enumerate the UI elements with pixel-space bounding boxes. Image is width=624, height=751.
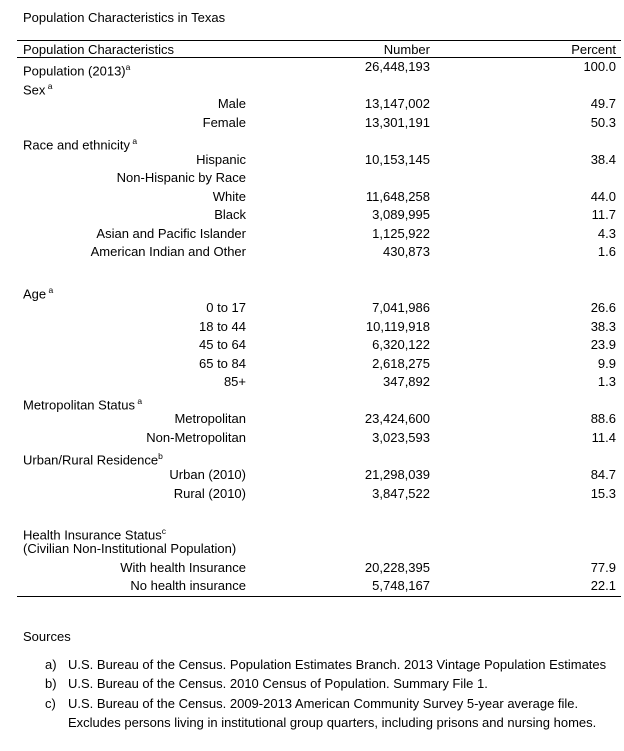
row-number: 20,228,395: [364, 559, 430, 575]
row-label-text: Urban/Rural Residence: [23, 452, 159, 468]
footnote-marker: a: [45, 80, 53, 91]
footnote-marker: a: [129, 136, 138, 147]
row-number: 3,023,593: [372, 429, 430, 445]
row-label: 45 to 64: [199, 337, 246, 353]
row-label-text: Metropolitan Status: [23, 397, 136, 413]
row-percent: 11.7: [591, 207, 616, 223]
row-number: 3,847,522: [372, 485, 430, 501]
row-percent: [433, 169, 621, 188]
table-row: [17, 114, 621, 133]
row-percent: [433, 281, 621, 300]
table-row: [17, 447, 621, 466]
row-number: 347,892: [383, 374, 430, 390]
row-label: [17, 392, 249, 411]
row-label-text: Race and ethnicity: [23, 137, 130, 153]
table-row-blank: [17, 503, 621, 522]
table-row: [17, 522, 621, 541]
row-percent: 100.0: [583, 59, 616, 74]
source-item-label: a): [45, 657, 57, 672]
table-row: [17, 577, 621, 596]
row-label: Male: [217, 96, 246, 112]
column-header-percent: Percent: [571, 41, 616, 57]
row-percent: 26.6: [590, 300, 616, 316]
row-label: No health insurance: [130, 578, 246, 594]
table-row: [17, 559, 621, 578]
row-label: 65 to 84: [199, 355, 246, 371]
row-percent: 44.0: [590, 188, 616, 204]
page-title: Population Characteristics in Texas: [23, 10, 226, 25]
footnote-marker: a: [135, 395, 143, 406]
row-percent: 1.6: [597, 244, 616, 260]
row-percent: 9.9: [597, 355, 616, 371]
row-percent: 84.7: [590, 467, 616, 483]
row-number: [249, 540, 433, 559]
row-label-text: Sex: [23, 81, 46, 97]
row-label-text: Age: [23, 285, 47, 301]
row-percent: 11.4: [591, 429, 616, 445]
row-number: 26,448,193: [364, 59, 430, 74]
row-number: 5,748,167: [372, 578, 430, 594]
table-row: [17, 299, 621, 318]
row-percent: [433, 540, 621, 559]
row-percent: [433, 447, 621, 466]
footnote-marker: c: [161, 525, 166, 536]
row-label-text: Population (2013): [23, 63, 126, 79]
row-percent: [433, 77, 621, 96]
table-row: [17, 355, 621, 374]
row-number: 430,873: [383, 244, 430, 260]
row-percent: 49.7: [590, 96, 616, 112]
row-number: 10,119,918: [365, 318, 430, 334]
row-label: [17, 58, 249, 77]
footnote-marker: a: [125, 62, 131, 72]
row-label: [17, 540, 249, 559]
row-percent: 38.3: [590, 318, 616, 334]
table-row: [17, 188, 621, 207]
row-number: 10,153,145: [364, 151, 430, 167]
column-header-characteristics: Population Characteristics: [23, 41, 175, 57]
row-label: 85+: [223, 374, 246, 390]
population-characteristics-table: [17, 40, 621, 597]
row-number: [249, 392, 433, 411]
row-number: 13,147,002: [364, 96, 430, 112]
row-number: 2,618,275: [372, 355, 430, 371]
row-percent: 38.4: [590, 151, 616, 167]
row-label-text: (Civilian Non-Institutional Population): [23, 541, 237, 557]
source-item-text: U.S. Bureau of the Census. 2010 Census of Population. Summary File 1.: [68, 676, 488, 692]
sources-heading: Sources: [23, 629, 71, 644]
source-item-label: b): [45, 676, 57, 692]
row-label: [17, 132, 249, 151]
table-row: [17, 95, 621, 114]
row-number: 11,648,258: [365, 188, 430, 204]
row-label: Black: [214, 207, 246, 223]
column-header-number: Number: [383, 41, 430, 57]
row-label: Rural (2010): [173, 485, 246, 501]
source-item-text: U.S. Bureau of the Census. 2009-2013 American Community Survey 5-year average file. Excludes persons living in institutional group quarters, including prisons and nursing homes.: [68, 695, 597, 731]
row-percent: [433, 522, 621, 541]
source-item: [23, 674, 615, 693]
row-number: [249, 169, 433, 188]
table-row: [17, 206, 621, 225]
table-row: [17, 392, 621, 411]
row-label: [17, 281, 249, 300]
row-label: American Indian and Other: [90, 244, 246, 260]
row-label: [17, 522, 249, 541]
row-label: Non-Hispanic by Race: [116, 170, 246, 186]
row-label: With health Insurance: [120, 559, 246, 575]
table-row: [17, 429, 621, 448]
row-label: Asian and Pacific Islander: [96, 225, 246, 241]
row-number: [249, 522, 433, 541]
row-number: 6,320,122: [372, 337, 430, 353]
row-label: Non-Metropolitan: [146, 429, 246, 445]
row-number: [249, 77, 433, 96]
row-number: 1,125,922: [372, 225, 430, 241]
row-percent: 15.3: [590, 485, 616, 501]
row-label-text: Health Insurance Status: [23, 527, 162, 542]
sources-list: [23, 655, 615, 733]
footnote-marker: a: [46, 284, 54, 295]
row-label: 0 to 17: [206, 300, 246, 316]
row-number: 13,301,191: [364, 114, 430, 130]
table-header-row: [17, 41, 621, 58]
table-row: [17, 410, 621, 429]
table-row: [17, 77, 621, 96]
table-row: [17, 281, 621, 300]
row-percent: 50.3: [590, 114, 616, 130]
table-row: [17, 132, 621, 151]
table-row: [17, 336, 621, 355]
row-label: 18 to 44: [199, 318, 246, 334]
table-row: [17, 466, 621, 485]
row-number: [249, 132, 433, 151]
row-percent: [433, 132, 621, 151]
row-label: Urban (2010): [169, 467, 246, 483]
table-row: [17, 169, 621, 188]
row-label: Female: [202, 114, 246, 130]
source-item-label: c): [45, 695, 56, 711]
row-percent: 23.9: [590, 337, 616, 353]
row-label: [17, 447, 249, 466]
row-label: White: [212, 188, 246, 204]
row-number: 21,298,039: [364, 467, 430, 483]
table-row: [17, 485, 621, 504]
table-row: [17, 373, 621, 392]
table-row: [17, 58, 621, 77]
footnote-marker: b: [158, 451, 163, 462]
table-row: [17, 318, 621, 337]
row-percent: 88.6: [590, 411, 616, 427]
table-row: [17, 151, 621, 170]
row-number: [249, 447, 433, 466]
row-percent: 1.3: [597, 374, 616, 390]
source-item-text: U.S. Bureau of the Census. Population Estimates Branch. 2013 Vintage Population Estimates: [68, 657, 607, 672]
row-percent: 22.1: [590, 578, 616, 594]
row-percent: [433, 392, 621, 411]
source-item: [23, 655, 615, 674]
source-item: [23, 694, 615, 733]
sources-section: [23, 627, 615, 733]
row-label: Metropolitan: [174, 411, 246, 427]
row-label: Hispanic: [196, 151, 246, 167]
row-number: 3,089,995: [372, 207, 430, 223]
row-label: [17, 77, 249, 96]
row-percent: 77.9: [590, 559, 616, 575]
row-number: [249, 281, 433, 300]
table-row-blank: [17, 262, 621, 281]
table-row: [17, 225, 621, 244]
table-row: [17, 243, 621, 262]
row-number: 7,041,986: [372, 300, 430, 316]
row-number: 23,424,600: [364, 411, 430, 427]
table-row: [17, 540, 621, 559]
row-percent: 4.3: [597, 225, 616, 241]
